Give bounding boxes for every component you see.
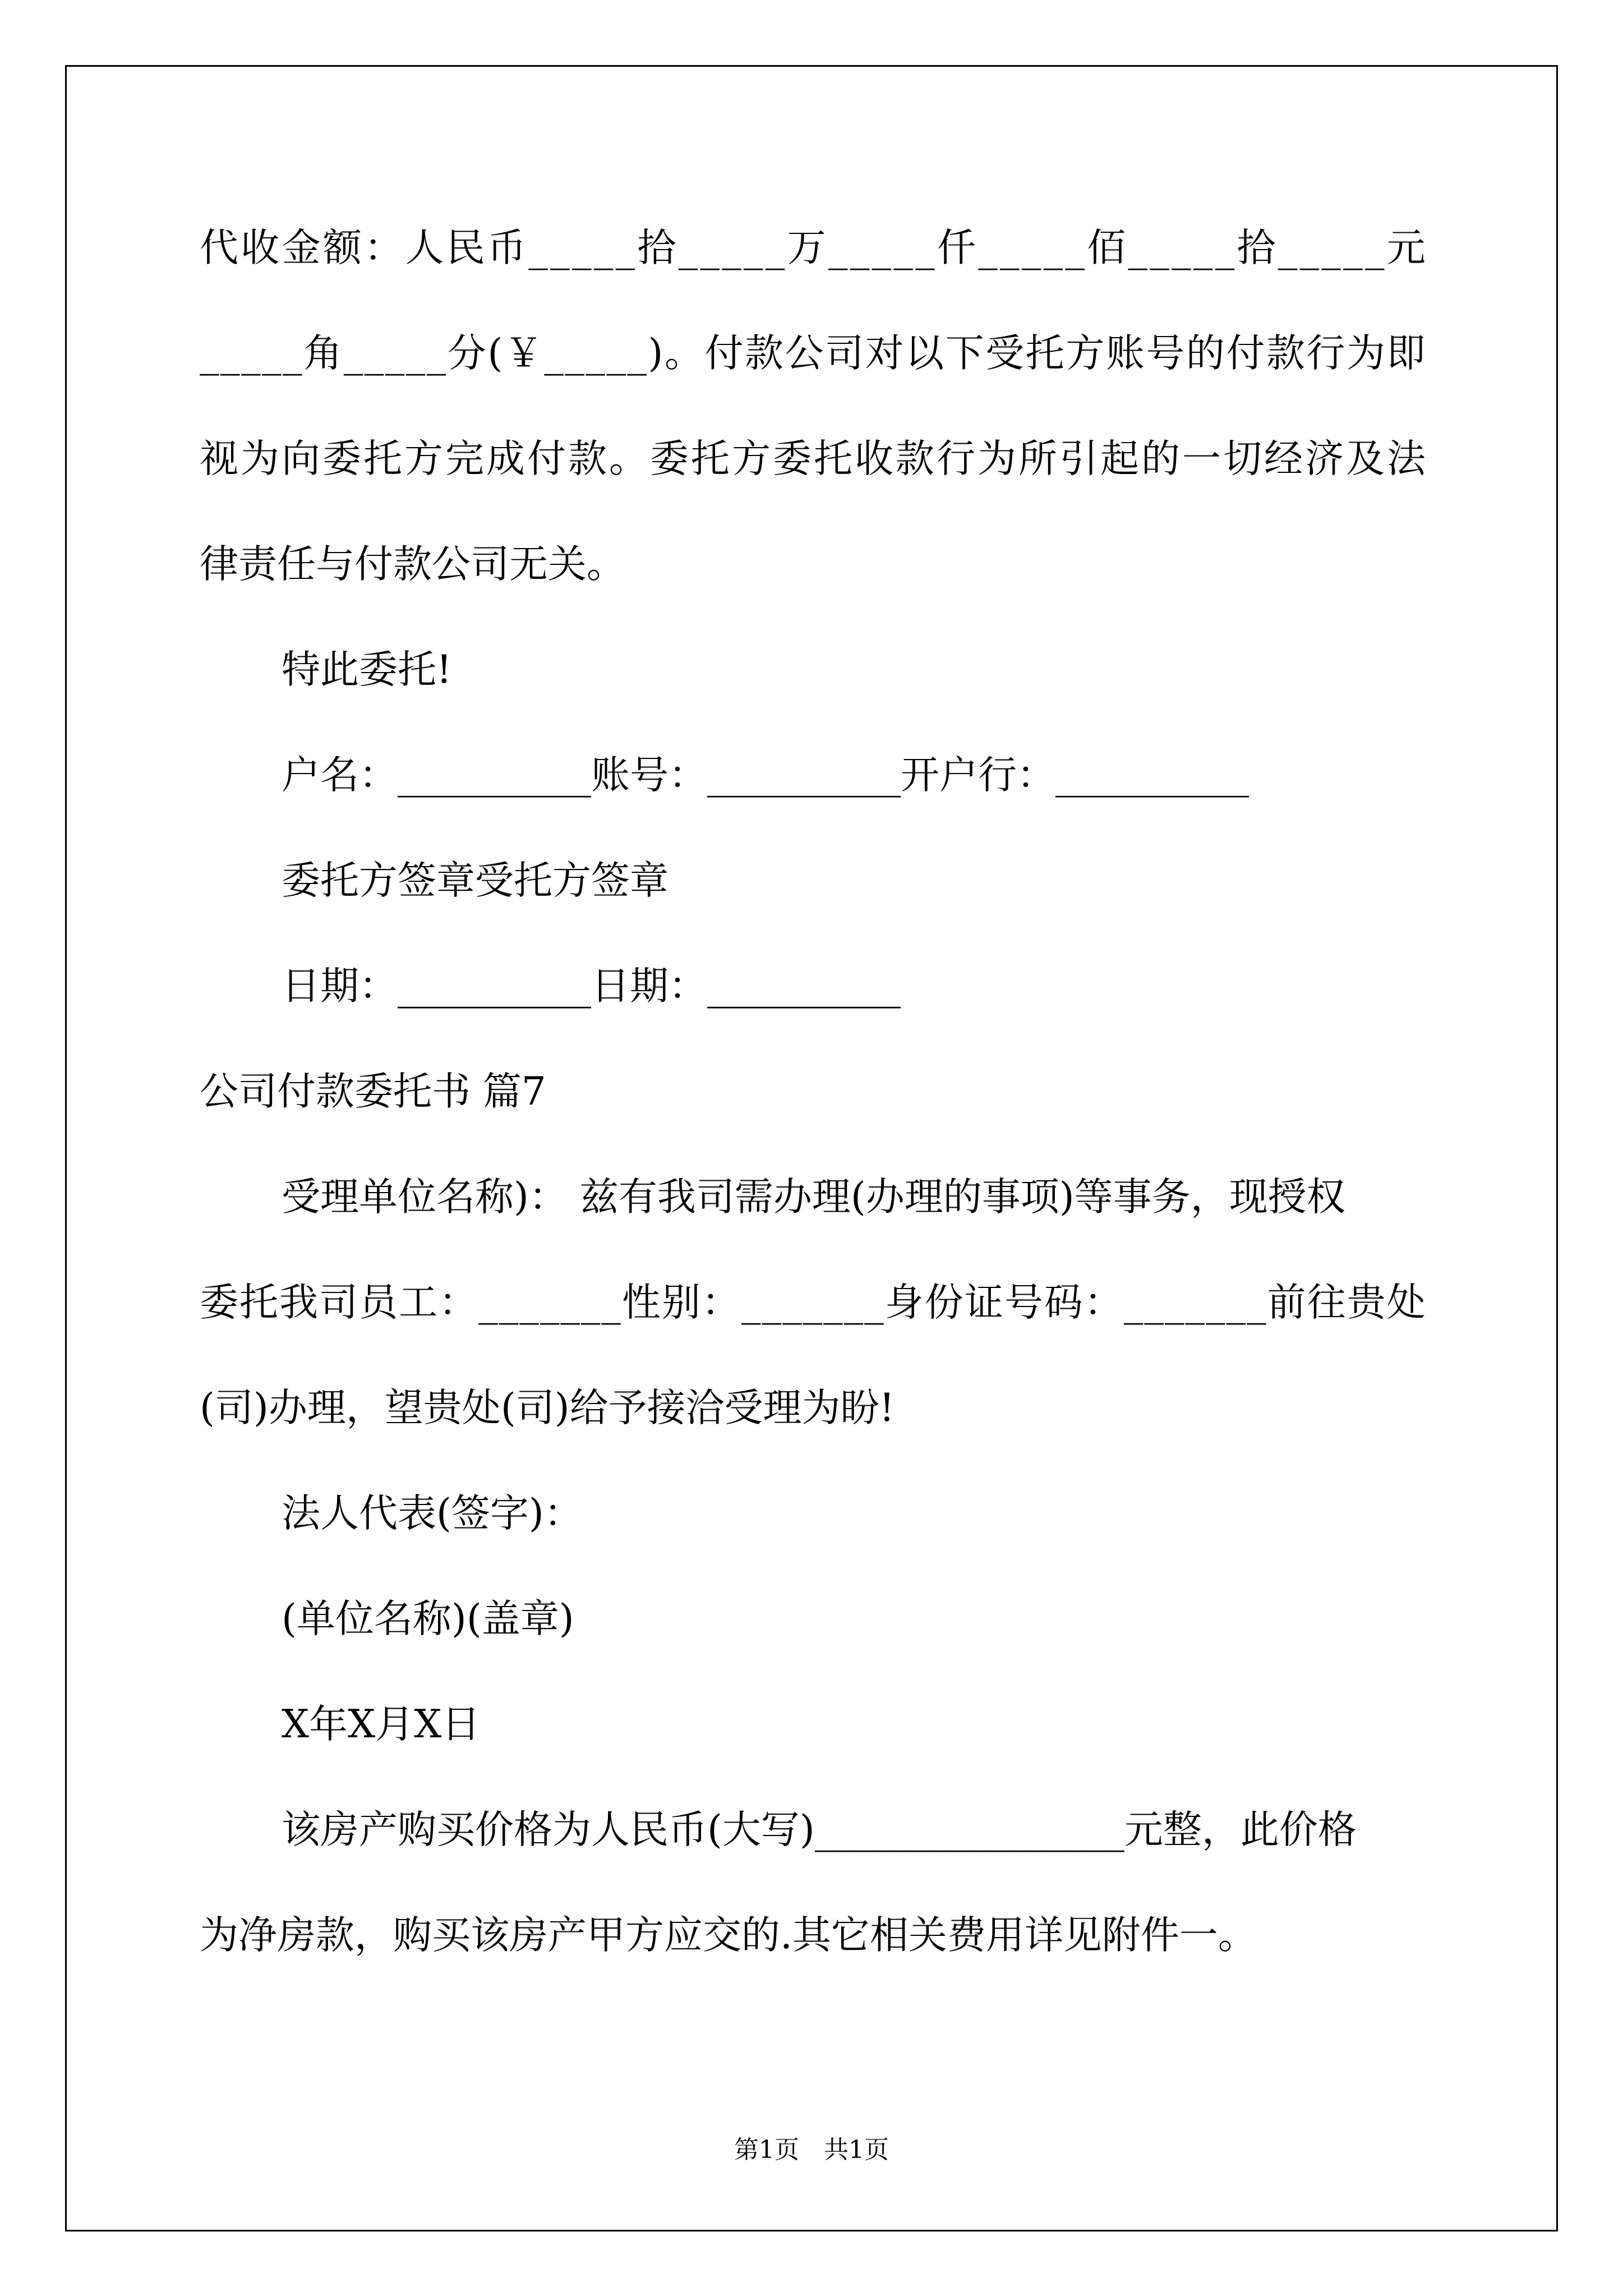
- text-line-5: 特此委托!: [282, 647, 452, 692]
- text-line-7: 委托方签章受托方签章: [282, 858, 668, 903]
- page-footer: 第1页 共1页: [734, 2136, 889, 2164]
- text-line-13: 法人代表(签字)：: [282, 1491, 583, 1536]
- text-line-14: (单位名称)(盖章): [282, 1596, 574, 1641]
- text-line-16: 该房产购买价格为人民币(大写)________________元整，此价格: [282, 1807, 1357, 1852]
- section-heading: 公司付款委托书 篇7: [200, 1069, 546, 1114]
- text-line-11: 委 托 我 司 员 工 ： _ _ _ _ _ _ _ 性 别 ： _ _ _ _ _ _ _ 身 份 证 号 码 ： _ _ _ _ _ _ _ 前 往 贵 处: [200, 1280, 1426, 1325]
- text-line-6: 户名：__________账号：__________开户行：__________: [282, 753, 1249, 798]
- text-line-15: X年X月X日: [282, 1702, 481, 1747]
- page-border: [65, 65, 1558, 2231]
- text-line-17: 为净房款，购买该房产甲方应交的.其它相关费用详见附件一。: [200, 1913, 1257, 1958]
- text-line-8: 日期：__________日期：__________: [282, 964, 901, 1009]
- text-line-12: (司)办理，望贵处(司)给予接洽受理为盼!: [200, 1386, 895, 1430]
- text-line-2: _ _ _ _ _ 角 _ _ _ _ _ 分 ( ￥ _ _ _ _ _ ) 。 付 款 公 司 对 以 下 受 托 方 账 号 的 付 款 行 为 即: [200, 331, 1426, 376]
- text-line-3: 视 为 向 委 托 方 完 成 付 款 。 委 托 方 委 托 收 款 行 为 所 引 起 的 一 切 经 济 及 法: [200, 436, 1426, 481]
- text-line-1: 代 收 金 额 ： 人 民 币 _ _ _ _ _ 拾 _ _ _ _ _ 万 _ _ _ _ _ 仟 _ _ _ _ _ 佰 _ _ _ _ _ 拾 _ _ _ _ _ 元: [200, 226, 1426, 270]
- text-line-4: 律责任与付款公司无关。: [200, 542, 625, 587]
- text-line-10: 受理单位名称)： 兹有我司需办理(办理的事项)等事务，现授权: [282, 1175, 1345, 1220]
